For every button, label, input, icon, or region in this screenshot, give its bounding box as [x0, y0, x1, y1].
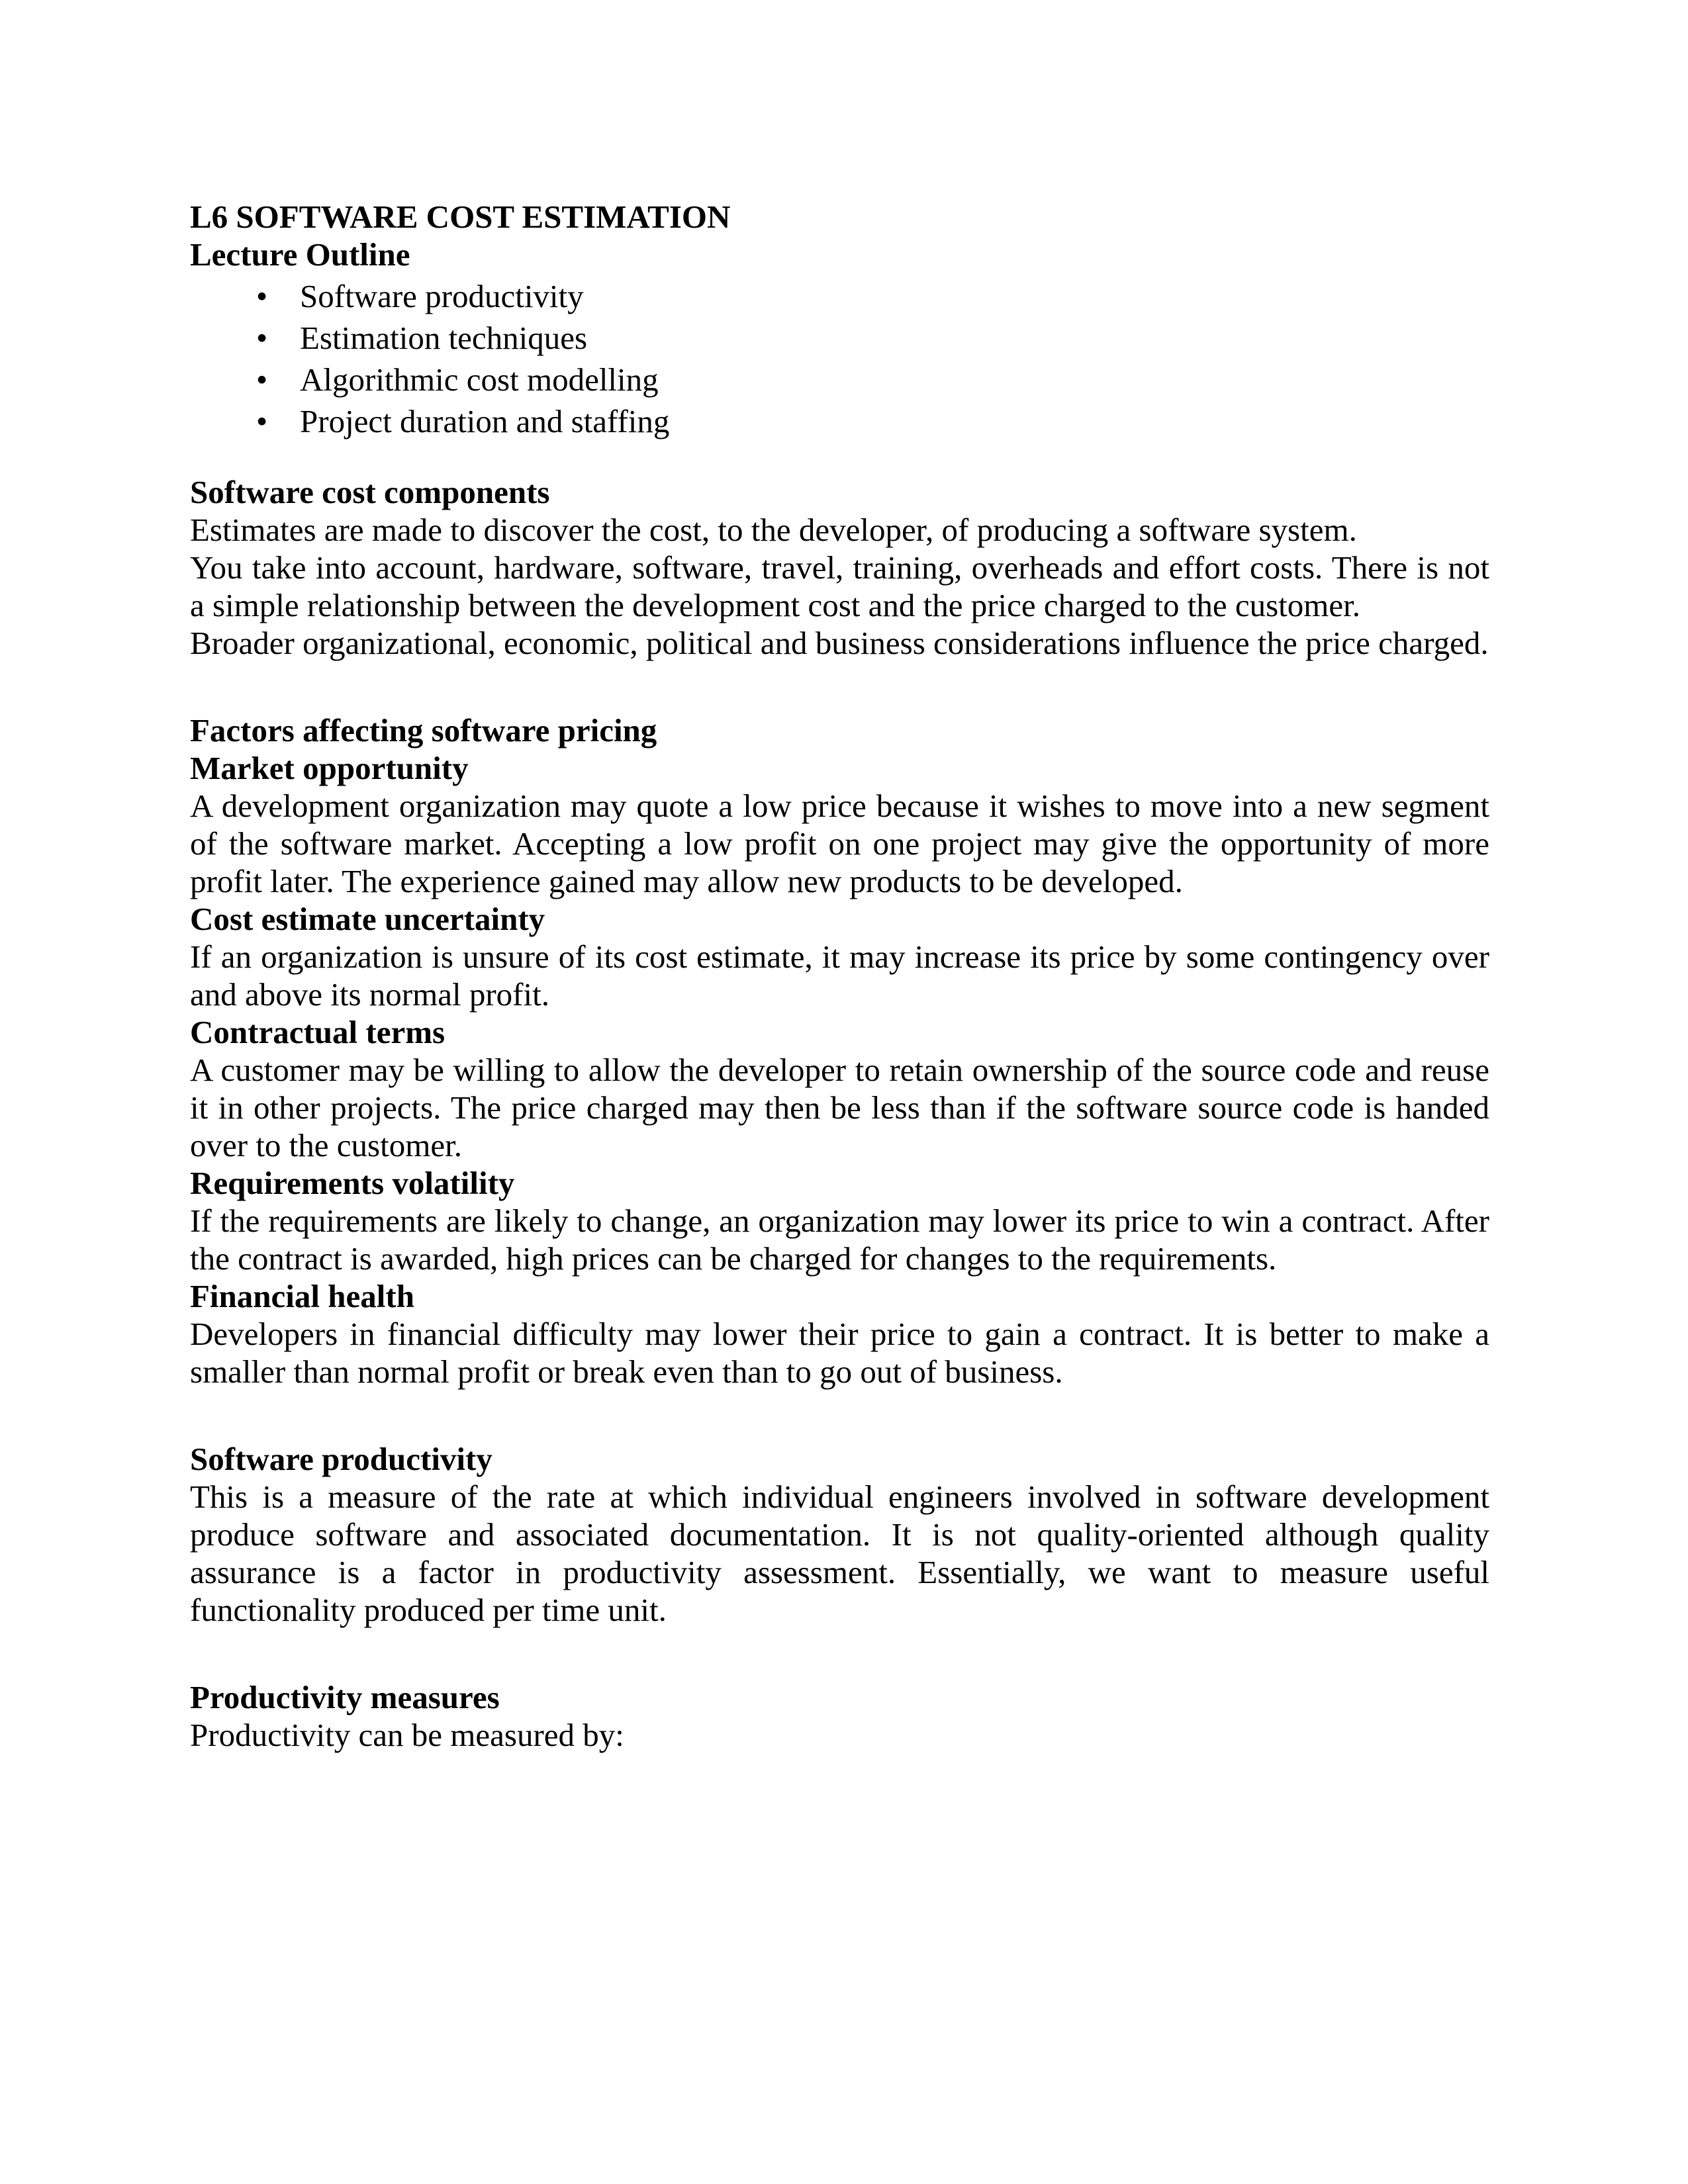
subsection-heading-market-opportunity: Market opportunity [190, 750, 469, 786]
paragraph-financial-health: Developers in financial difficulty may lower their price to gain a contract. It is better to make a smaller than normal profit or break even than to go out of business. [190, 1316, 1489, 1390]
section-heading-software-productivity: Software productivity [190, 1441, 492, 1477]
subsection-heading-contractual-terms: Contractual terms [190, 1014, 445, 1050]
section-heading-factors-affecting-software-pricing: Factors affecting software pricing [190, 712, 657, 749]
paragraph-market-opportunity: A development organization may quote a low price because it wishes to move into a new segment of the software market. Accepting a low profit on one project may give the opportunity of more profit later. The experience gained may allow new products to be developed. [190, 788, 1489, 899]
paragraph-requirements-volatility: If the requirements are likely to change, an organization may lower its price to win a contract. After the contract is awarded, high prices can be charged for changes to the requirements. [190, 1203, 1489, 1277]
subsection-heading-requirements-volatility: Requirements volatility [190, 1165, 515, 1201]
subsection-heading-cost-estimate-uncertainty: Cost estimate uncertainty [190, 901, 545, 937]
section-heading-productivity-measures: Productivity measures [190, 1679, 500, 1715]
paragraph-software-productivity: This is a measure of the rate at which individual engineers involved in software development produce software and associated documentation. It is not quality-oriented although quality assurance is a factor in productivity assessment. Essentially, we want to measure useful functionality produced per time unit. [190, 1479, 1489, 1628]
section-spacer [190, 444, 1489, 473]
outline-item-algorithmic-cost-modelling: • Algorithmic cost modelling [300, 361, 1489, 398]
subsection-heading-financial-health: Financial health [190, 1278, 414, 1314]
section-spacer [190, 1390, 1489, 1440]
paragraph-cost-components-2: You take into account, hardware, software, travel, training, overheads and effort costs. There is not a simple relationship between the development cost and the price charged to the customer. [190, 549, 1489, 623]
paragraph-contractual-terms: A customer may be willing to allow the developer to retain ownership of the source code and reuse it in other projects. The price charged may then be less than if the software source code is handed over to the customer. [190, 1052, 1489, 1163]
paragraph-productivity-measures-intro: Productivity can be measured by: [190, 1717, 624, 1753]
document-content [190, 198, 1489, 1754]
document-title: L6 SOFTWARE COST ESTIMATION [190, 199, 731, 235]
paragraph-cost-components-1: Estimates are made to discover the cost, to the developer, of producing a software system. [190, 512, 1357, 548]
section-heading-software-cost-components: Software cost components [190, 474, 550, 510]
section-spacer [190, 1629, 1489, 1678]
section-spacer [190, 662, 1489, 711]
paragraph-cost-estimate-uncertainty: If an organization is unsure of its cost estimate, it may increase its price by some contingency over and above its normal profit. [190, 938, 1489, 1013]
outline-item-estimation-techniques: • Estimation techniques [300, 319, 1489, 357]
outline-item-project-duration-and-staffing: • Project duration and staffing [300, 402, 1489, 440]
lecture-outline-heading: Lecture Outline [190, 236, 410, 273]
lecture-outline-list [190, 277, 1489, 440]
paragraph-cost-components-3: Broader organizational, economic, political and business considerations influence the price charged. [190, 625, 1489, 661]
outline-item-software-productivity: • Software productivity [300, 277, 1489, 315]
